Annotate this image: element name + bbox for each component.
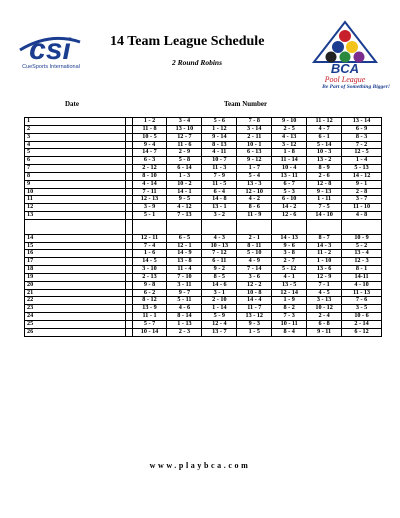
matchup-cell: 5 - 11 bbox=[167, 297, 202, 305]
matchup-cell: 3 - 2 bbox=[202, 212, 237, 220]
matchup-cell: 4 - 12 bbox=[167, 204, 202, 212]
matchup-cell: 12 - 1 bbox=[167, 242, 202, 250]
round-number-cell: 23 bbox=[25, 305, 126, 313]
matchup-cell: 9 - 11 bbox=[307, 328, 342, 336]
spacer-cell bbox=[125, 297, 132, 305]
matchup-cell: 11 - 1 bbox=[132, 313, 167, 321]
round-number-cell: 24 bbox=[25, 313, 126, 321]
matchup-cell bbox=[272, 219, 307, 234]
spacer-cell bbox=[125, 281, 132, 289]
matchup-cell: 12 - 11 bbox=[132, 234, 167, 242]
spacer-cell bbox=[125, 180, 132, 188]
matchup-cell: 10 - 13 bbox=[202, 242, 237, 250]
matchup-cell: 2 - 6 bbox=[307, 172, 342, 180]
spacer-cell bbox=[125, 242, 132, 250]
spacer-cell bbox=[125, 313, 132, 321]
round-number-cell: 3 bbox=[25, 133, 126, 141]
matchup-cell: 4 - 14 bbox=[132, 180, 167, 188]
matchup-cell: 14 - 4 bbox=[237, 297, 272, 305]
matchup-cell: 2 - 11 bbox=[237, 133, 272, 141]
matchup-cell: 10 - 5 bbox=[132, 133, 167, 141]
spacer-cell bbox=[125, 149, 132, 157]
spacer-cell bbox=[125, 328, 132, 336]
matchup-cell: 13 - 11 bbox=[272, 172, 307, 180]
matchup-cell: 3 - 4 bbox=[167, 118, 202, 126]
matchup-cell: 12 - 3 bbox=[342, 258, 382, 266]
matchup-cell: 3 - 5 bbox=[342, 305, 382, 313]
spacer-cell bbox=[125, 196, 132, 204]
matchup-cell: 6 - 3 bbox=[132, 157, 167, 165]
matchup-cell: 3 - 8 bbox=[272, 250, 307, 258]
matchup-cell: 6 - 11 bbox=[202, 258, 237, 266]
round-number-cell: 16 bbox=[25, 250, 126, 258]
matchup-cell: 4 - 3 bbox=[202, 234, 237, 242]
matchup-cell bbox=[167, 219, 202, 234]
spacer-cell bbox=[125, 172, 132, 180]
table-row bbox=[25, 125, 382, 133]
matchup-cell: 7 - 12 bbox=[202, 250, 237, 258]
round-number-cell: 26 bbox=[25, 328, 126, 336]
footer-website: www.playbca.com bbox=[149, 461, 251, 470]
matchup-cell: 8 - 12 bbox=[132, 297, 167, 305]
round-number-cell: 17 bbox=[25, 258, 126, 266]
spacer-cell bbox=[125, 320, 132, 328]
round-number-cell: 22 bbox=[25, 297, 126, 305]
matchup-cell: 8 - 11 bbox=[237, 242, 272, 250]
matchup-cell: 13 - 7 bbox=[202, 328, 237, 336]
bca-logo-subtext: Pool League bbox=[324, 75, 366, 84]
matchup-cell: 6 - 10 bbox=[272, 196, 307, 204]
matchup-cell: 12 - 9 bbox=[307, 273, 342, 281]
date-column-header: Date bbox=[65, 100, 79, 108]
bca-logo-text: BCA bbox=[330, 61, 360, 76]
matchup-cell: 7 - 4 bbox=[132, 242, 167, 250]
table-row bbox=[25, 234, 382, 242]
matchup-cell: 11 - 8 bbox=[132, 125, 167, 133]
pool-ball-icon bbox=[339, 30, 351, 42]
matchup-cell: 6 - 8 bbox=[307, 320, 342, 328]
matchup-cell: 11 - 10 bbox=[342, 204, 382, 212]
matchup-cell: 6 - 12 bbox=[342, 328, 382, 336]
matchup-cell: 1 - 9 bbox=[272, 297, 307, 305]
matchup-cell: 5 - 13 bbox=[342, 165, 382, 173]
spacer-cell bbox=[125, 133, 132, 141]
matchup-cell: 8 - 5 bbox=[202, 273, 237, 281]
matchup-cell: 7 - 13 bbox=[167, 212, 202, 220]
matchup-cell: 12 - 13 bbox=[132, 196, 167, 204]
matchup-cell: 9 - 12 bbox=[237, 157, 272, 165]
table-row bbox=[25, 281, 382, 289]
round-number-cell: 20 bbox=[25, 281, 126, 289]
table-row bbox=[25, 328, 382, 336]
matchup-cell: 4 - 8 bbox=[342, 212, 382, 220]
matchup-cell: 14-11 bbox=[342, 273, 382, 281]
page-subtitle: 2 Round Robins bbox=[172, 58, 223, 67]
matchup-cell: 14 - 10 bbox=[307, 212, 342, 220]
matchup-cell: 9 - 6 bbox=[272, 242, 307, 250]
matchup-cell: 5 - 9 bbox=[202, 313, 237, 321]
matchup-cell: 1 - 7 bbox=[237, 165, 272, 173]
matchup-cell: 2 - 12 bbox=[132, 165, 167, 173]
matchup-cell: 11 - 13 bbox=[342, 289, 382, 297]
matchup-cell: 3 - 1 bbox=[202, 289, 237, 297]
matchup-cell: 9 - 14 bbox=[202, 133, 237, 141]
matchup-cell: 1 - 3 bbox=[167, 172, 202, 180]
matchup-cell: 4 - 10 bbox=[342, 281, 382, 289]
matchup-cell: 1 - 5 bbox=[237, 328, 272, 336]
matchup-cell: 5 - 12 bbox=[272, 266, 307, 274]
matchup-cell: 3 - 9 bbox=[132, 204, 167, 212]
bca-tagline: Be Part of Something Bigger! bbox=[322, 84, 390, 90]
pool-ball-icon bbox=[346, 41, 358, 53]
round-number-cell: 13 bbox=[25, 212, 126, 220]
matchup-cell: 7 - 8 bbox=[237, 118, 272, 126]
matchup-cell: 14 - 1 bbox=[167, 188, 202, 196]
matchup-cell bbox=[202, 219, 237, 234]
bca-logo bbox=[310, 20, 380, 84]
matchup-cell: 7 - 5 bbox=[307, 204, 342, 212]
page-title: 14 Team League Schedule bbox=[110, 34, 265, 49]
matchup-cell: 3 - 14 bbox=[237, 125, 272, 133]
matchup-cell: 10 - 7 bbox=[202, 157, 237, 165]
matchup-cell: 10 - 6 bbox=[342, 313, 382, 321]
spacer-cell bbox=[125, 165, 132, 173]
spacer-cell bbox=[125, 157, 132, 165]
spacer-cell bbox=[125, 125, 132, 133]
matchup-cell: 2 - 3 bbox=[167, 328, 202, 336]
spacer-cell bbox=[125, 212, 132, 220]
matchup-cell: 4 - 6 bbox=[167, 305, 202, 313]
matchup-cell: 6 - 7 bbox=[272, 180, 307, 188]
matchup-cell: 1 - 10 bbox=[307, 258, 342, 266]
spacer-cell bbox=[125, 273, 132, 281]
matchup-cell: 2 - 14 bbox=[342, 320, 382, 328]
matchup-cell: 3 - 12 bbox=[272, 141, 307, 149]
spacer-cell bbox=[125, 219, 132, 234]
matchup-cell: 13 - 6 bbox=[307, 266, 342, 274]
team-number-column-header: Team Number bbox=[224, 100, 268, 108]
matchup-cell: 5 - 4 bbox=[237, 172, 272, 180]
round-number-cell: 25 bbox=[25, 320, 126, 328]
matchup-cell: 14 - 8 bbox=[202, 196, 237, 204]
matchup-cell: 9 - 10 bbox=[272, 118, 307, 126]
matchup-cell: 6 - 9 bbox=[342, 125, 382, 133]
matchup-cell: 13 - 4 bbox=[342, 250, 382, 258]
matchup-cell: 1 - 12 bbox=[202, 125, 237, 133]
matchup-cell: 2 - 1 bbox=[237, 234, 272, 242]
matchup-cell: 9 - 13 bbox=[307, 188, 342, 196]
matchup-cell: 13 - 3 bbox=[237, 180, 272, 188]
matchup-cell: 2 - 7 bbox=[272, 258, 307, 266]
round-number-cell bbox=[25, 219, 126, 234]
matchup-cell: 11 - 7 bbox=[237, 305, 272, 313]
matchup-cell: 9 - 2 bbox=[202, 266, 237, 274]
matchup-cell: 10 - 11 bbox=[272, 320, 307, 328]
matchup-cell: 10 - 14 bbox=[132, 328, 167, 336]
matchup-cell: 14 - 5 bbox=[132, 258, 167, 266]
matchup-cell: 5 - 14 bbox=[307, 141, 342, 149]
matchup-cell: 5 - 3 bbox=[272, 188, 307, 196]
round-number-cell: 5 bbox=[25, 149, 126, 157]
matchup-cell: 4 - 11 bbox=[202, 149, 237, 157]
spacer-cell bbox=[125, 234, 132, 242]
spacer-cell bbox=[125, 188, 132, 196]
matchup-cell: 12 - 8 bbox=[307, 180, 342, 188]
matchup-cell: 5 - 10 bbox=[237, 250, 272, 258]
matchup-cell: 7 - 14 bbox=[237, 266, 272, 274]
matchup-cell: 4 - 9 bbox=[237, 258, 272, 266]
matchup-cell: 7 - 1 bbox=[307, 281, 342, 289]
matchup-cell: 14 - 13 bbox=[272, 234, 307, 242]
matchup-cell: 7 - 11 bbox=[132, 188, 167, 196]
matchup-cell: 11 - 14 bbox=[272, 157, 307, 165]
matchup-cell: 3 - 10 bbox=[132, 266, 167, 274]
matchup-cell: 5 - 8 bbox=[167, 157, 202, 165]
matchup-cell: 14 - 9 bbox=[167, 250, 202, 258]
matchup-cell: 14 - 12 bbox=[342, 172, 382, 180]
matchup-cell: 1 - 4 bbox=[342, 157, 382, 165]
matchup-cell: 8 - 13 bbox=[202, 141, 237, 149]
matchup-cell: 8 - 6 bbox=[237, 204, 272, 212]
matchup-cell: 7 - 3 bbox=[272, 313, 307, 321]
matchup-cell: 13 - 5 bbox=[272, 281, 307, 289]
matchup-cell: 5 - 6 bbox=[202, 118, 237, 126]
matchup-cell: 1 - 6 bbox=[132, 250, 167, 258]
matchup-cell: 6 - 2 bbox=[132, 289, 167, 297]
matchup-cell: 5 - 2 bbox=[342, 242, 382, 250]
spacer-cell bbox=[125, 305, 132, 313]
matchup-cell: 10 - 8 bbox=[237, 289, 272, 297]
matchup-cell: 9 - 4 bbox=[132, 141, 167, 149]
matchup-cell: 12 - 14 bbox=[272, 289, 307, 297]
matchup-cell: 1 - 13 bbox=[167, 320, 202, 328]
spacer-cell bbox=[125, 289, 132, 297]
spacer-cell bbox=[125, 258, 132, 266]
matchup-cell: 6 - 5 bbox=[167, 234, 202, 242]
spacer-cell bbox=[125, 250, 132, 258]
matchup-cell: 1 - 11 bbox=[307, 196, 342, 204]
matchup-cell: 3 - 7 bbox=[342, 196, 382, 204]
spacer-cell bbox=[125, 141, 132, 149]
pool-ball-icon bbox=[332, 41, 344, 53]
matchup-cell: 9 - 7 bbox=[167, 289, 202, 297]
matchup-cell: 9 - 3 bbox=[237, 320, 272, 328]
spacer-cell bbox=[125, 118, 132, 126]
matchup-cell: 2 - 5 bbox=[272, 125, 307, 133]
round-number-cell: 8 bbox=[25, 172, 126, 180]
matchup-cell: 11 - 9 bbox=[237, 212, 272, 220]
round-number-cell: 11 bbox=[25, 196, 126, 204]
matchup-cell: 11 - 3 bbox=[202, 165, 237, 173]
matchup-cell: 13 - 8 bbox=[167, 258, 202, 266]
matchup-cell: 1 - 14 bbox=[202, 305, 237, 313]
matchup-cell: 6 - 4 bbox=[202, 188, 237, 196]
matchup-cell bbox=[237, 219, 272, 234]
matchup-cell: 8 - 7 bbox=[307, 234, 342, 242]
round-number-cell: 6 bbox=[25, 157, 126, 165]
matchup-cell: 11 - 2 bbox=[307, 250, 342, 258]
matchup-cell: 13 - 1 bbox=[202, 204, 237, 212]
matchup-cell: 10 - 1 bbox=[237, 141, 272, 149]
matchup-cell: 11 - 4 bbox=[167, 266, 202, 274]
matchup-cell: 1 - 8 bbox=[272, 149, 307, 157]
matchup-cell: 4 - 2 bbox=[237, 196, 272, 204]
matchup-cell: 11 - 6 bbox=[167, 141, 202, 149]
spacer-cell bbox=[125, 266, 132, 274]
matchup-cell: 1 - 2 bbox=[132, 118, 167, 126]
matchup-cell: 12 - 5 bbox=[342, 149, 382, 157]
matchup-cell: 4 - 7 bbox=[307, 125, 342, 133]
round-number-cell: 14 bbox=[25, 234, 126, 242]
matchup-cell: 6 - 1 bbox=[307, 133, 342, 141]
round-number-cell: 4 bbox=[25, 141, 126, 149]
matchup-cell: 2 - 10 bbox=[202, 297, 237, 305]
round-number-cell: 7 bbox=[25, 165, 126, 173]
table-row bbox=[25, 180, 382, 188]
matchup-cell: 13 - 10 bbox=[167, 125, 202, 133]
matchup-cell: 6 - 14 bbox=[167, 165, 202, 173]
round-number-cell: 9 bbox=[25, 180, 126, 188]
matchup-cell: 2 - 8 bbox=[342, 188, 382, 196]
matchup-cell: 8 - 1 bbox=[342, 266, 382, 274]
matchup-cell: 8 - 14 bbox=[167, 313, 202, 321]
table-row bbox=[25, 219, 382, 234]
matchup-cell bbox=[342, 219, 382, 234]
matchup-cell: 10 - 4 bbox=[272, 165, 307, 173]
round-number-cell: 10 bbox=[25, 188, 126, 196]
matchup-cell: 12 - 6 bbox=[272, 212, 307, 220]
matchup-cell: 5 - 1 bbox=[132, 212, 167, 220]
matchup-cell: 14 - 2 bbox=[272, 204, 307, 212]
matchup-cell: 4 - 13 bbox=[272, 133, 307, 141]
csi-logo-text: csi bbox=[29, 33, 71, 66]
matchup-cell: 12 - 10 bbox=[237, 188, 272, 196]
spacer-cell bbox=[125, 204, 132, 212]
matchup-cell: 14 - 3 bbox=[307, 242, 342, 250]
matchup-cell: 8 - 4 bbox=[272, 328, 307, 336]
table-row bbox=[25, 212, 382, 220]
matchup-cell bbox=[132, 219, 167, 234]
round-number-cell: 2 bbox=[25, 125, 126, 133]
matchup-cell: 12 - 2 bbox=[237, 281, 272, 289]
matchup-cell: 9 - 5 bbox=[167, 196, 202, 204]
matchup-cell: 13 - 2 bbox=[307, 157, 342, 165]
matchup-cell: 13 - 9 bbox=[132, 305, 167, 313]
matchup-cell: 7 - 2 bbox=[342, 141, 382, 149]
round-number-cell: 12 bbox=[25, 204, 126, 212]
matchup-cell: 9 - 1 bbox=[342, 180, 382, 188]
matchup-cell: 12 - 7 bbox=[167, 133, 202, 141]
matchup-cell: 8 - 2 bbox=[272, 305, 307, 313]
matchup-cell: 10 - 12 bbox=[307, 305, 342, 313]
matchup-cell: 9 - 8 bbox=[132, 281, 167, 289]
matchup-cell: 2 - 4 bbox=[307, 313, 342, 321]
schedule-table bbox=[24, 117, 382, 337]
round-number-cell: 15 bbox=[25, 242, 126, 250]
matchup-cell: 8 - 3 bbox=[342, 133, 382, 141]
matchup-cell: 8 - 10 bbox=[132, 172, 167, 180]
matchup-cell: 2 - 9 bbox=[167, 149, 202, 157]
matchup-cell: 13 - 14 bbox=[342, 118, 382, 126]
matchup-cell bbox=[307, 219, 342, 234]
matchup-cell: 4 - 1 bbox=[272, 273, 307, 281]
matchup-cell: 7 - 10 bbox=[167, 273, 202, 281]
matchup-cell: 4 - 5 bbox=[307, 289, 342, 297]
matchup-cell: 3 - 11 bbox=[167, 281, 202, 289]
matchup-cell: 11 - 5 bbox=[202, 180, 237, 188]
matchup-cell: 8 - 9 bbox=[307, 165, 342, 173]
matchup-cell: 7 - 6 bbox=[342, 297, 382, 305]
round-number-cell: 19 bbox=[25, 273, 126, 281]
matchup-cell: 6 - 13 bbox=[237, 149, 272, 157]
matchup-cell: 10 - 9 bbox=[342, 234, 382, 242]
matchup-cell: 13 - 12 bbox=[237, 313, 272, 321]
round-number-cell: 21 bbox=[25, 289, 126, 297]
matchup-cell: 10 - 3 bbox=[307, 149, 342, 157]
table-row bbox=[25, 133, 382, 141]
matchup-cell: 14 - 7 bbox=[132, 149, 167, 157]
matchup-cell: 3 - 13 bbox=[307, 297, 342, 305]
matchup-cell: 11 - 12 bbox=[307, 118, 342, 126]
matchup-cell: 14 - 6 bbox=[202, 281, 237, 289]
matchup-cell: 5 - 7 bbox=[132, 320, 167, 328]
round-number-cell: 1 bbox=[25, 118, 126, 126]
matchup-cell: 2 - 13 bbox=[132, 273, 167, 281]
matchup-cell: 10 - 2 bbox=[167, 180, 202, 188]
csi-caption: CueSports International bbox=[22, 64, 80, 70]
matchup-cell: 12 - 4 bbox=[202, 320, 237, 328]
matchup-cell: 7 - 9 bbox=[202, 172, 237, 180]
matchup-cell: 3 - 6 bbox=[237, 273, 272, 281]
round-number-cell: 18 bbox=[25, 266, 126, 274]
